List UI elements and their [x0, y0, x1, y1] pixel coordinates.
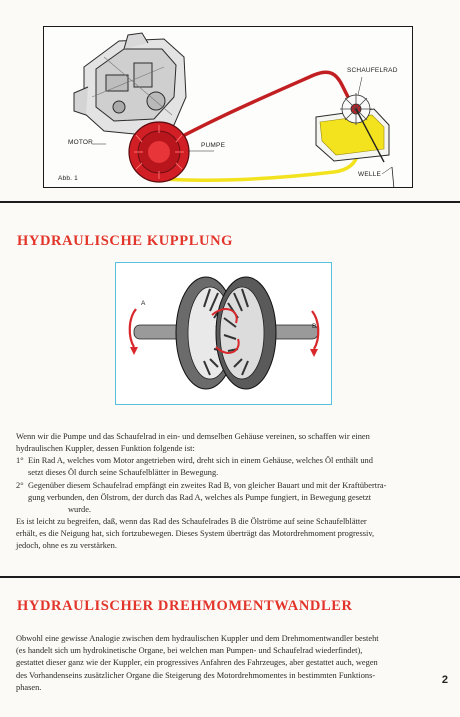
text-line: setzt dieses Öl durch seine Schaufelblätter in Bewegung.: [28, 468, 219, 478]
yellow-oil-line: [162, 153, 358, 180]
list-number: 1°: [16, 456, 24, 465]
list-item-2: [16, 480, 446, 518]
figure-2-coupling: [115, 262, 332, 405]
figure-1-diagram: [43, 26, 413, 188]
text-line: Ein Rad A, welches vom Motor angetrieben wird, dreht sich in einem Gehäuse, welches Öl enthält und: [28, 456, 373, 465]
section-title-kupplung: HYDRAULISCHE KUPPLUNG: [17, 233, 234, 249]
engine-block: [74, 33, 186, 135]
text-line: erhält, es die Neigung hat, sich fortzubewegen. Dieses System überträgt das Motordrehmoment progressiv,: [16, 529, 375, 539]
text-line: phasen.: [16, 682, 42, 692]
label-b: B: [312, 323, 317, 330]
list-item-1: [16, 455, 446, 481]
label-schaufelrad: SCHAUFELRAD: [347, 67, 398, 74]
label-motor: MOTOR: [68, 139, 94, 146]
section2-paragraph: [16, 633, 448, 694]
wheel-b: [216, 277, 276, 389]
text-line: des Vorhandenseins zusätzlicher Organe die Steigerung des Motordrehmomentes in bestimmten Funktions-: [16, 670, 376, 680]
figure-caption: Abb. 1: [58, 175, 78, 182]
label-pumpe: PUMPE: [201, 142, 226, 149]
section-title-drehmomentwandler: HYDRAULISCHER DREHMOMENTWANDLER: [17, 598, 353, 614]
coupling-illustration: [116, 263, 332, 405]
intro-paragraph: [16, 431, 446, 455]
text-line: gestattet dieser ganz wie der Kuppler, ein progressives Anfahren des Fahrzeuges, aber gestattet auch, wegen: [16, 658, 378, 668]
text-line: hydraulischen Kuppler, dessen Funktion folgende ist:: [16, 444, 195, 454]
engine-pump-wheel-illustration: [44, 27, 413, 188]
text-line: Obwohl eine gewisse Analogie zwischen dem hydraulischen Kuppler und dem Drehmomentwandler besteht: [16, 634, 379, 643]
section-divider: [0, 576, 460, 578]
text-line: jedoch, ohne es zu verstärken.: [16, 541, 117, 551]
list-number: 2°: [16, 481, 24, 490]
text-line: (es handelt sich um hydrokinetische Organe, bei welchen man Pumpen- und Schaufelrad wiederfindet),: [16, 646, 363, 656]
text-line: wurde.: [68, 505, 92, 515]
pump-wheel: [129, 122, 189, 182]
label-a: A: [141, 300, 146, 307]
label-welle: WELLE: [358, 171, 382, 178]
page-number: 2: [441, 674, 448, 686]
text-line: Gegenüber diesem Schaufelrad empfängt ein zweites Rad B, von gleicher Bauart und mit der Kraftübertra-: [28, 481, 387, 490]
text-line: Wenn wir die Pumpe und das Schaufelrad in ein- und demselben Gehäuse vereinen, so schaffen wir einen: [16, 432, 370, 441]
section-divider: [0, 201, 460, 203]
text-line: gung verbunden, den Ölstrom, der durch das Rad A, welches als Pumpe fungiert, in Bewegung gesetzt: [28, 493, 372, 503]
text-line: Es ist leicht zu begreifen, daß, wenn das Rad des Schaufelrades B die Ölströme auf seine Schaufelblätter: [16, 517, 367, 526]
outro-paragraph: [16, 516, 446, 553]
